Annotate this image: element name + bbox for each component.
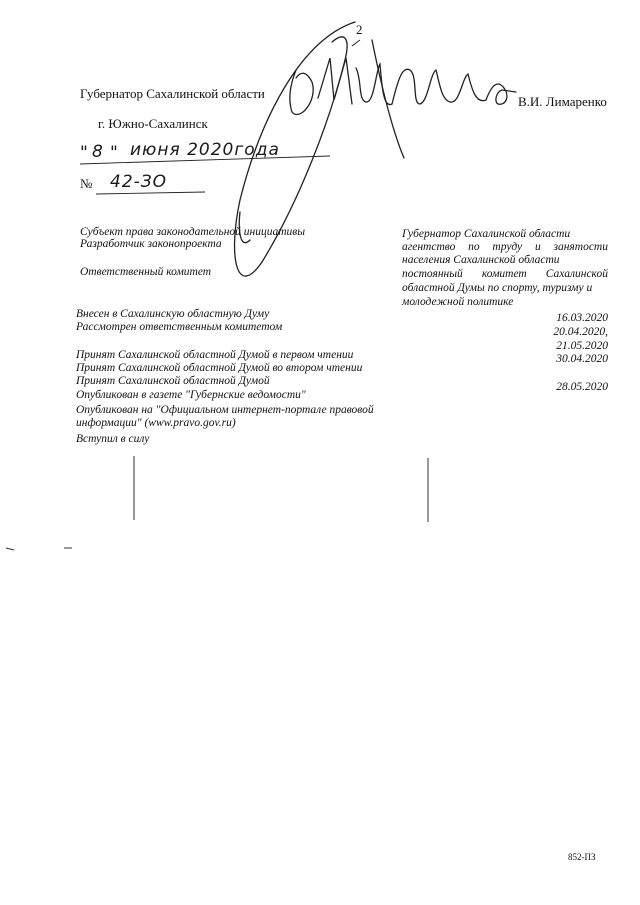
- history-published-newspaper: Опубликован в газете "Губернские ведомости": [76, 389, 306, 401]
- city: г. Южно-Сахалинск: [98, 116, 208, 131]
- history-reviewed: Рассмотрен ответственным комитетом: [76, 321, 283, 333]
- history-portal-url: информации" (www.pravo.gov.ru): [76, 417, 236, 429]
- number-handwritten: 42-ЗО: [110, 172, 168, 192]
- tick-mark: [352, 40, 360, 46]
- date-quote-open: ": [80, 143, 89, 163]
- info-right-line-6: молодежной политике: [402, 296, 514, 308]
- info-right-line-2: агентство по труду и занятости: [402, 241, 608, 253]
- date-first-reading: 30.04.2020: [556, 353, 608, 365]
- scan-speck: [6, 548, 14, 550]
- info-left-initiative: Субъект права законодательной инициативы: [80, 226, 306, 238]
- governor-name: В.И. Лимаренко: [518, 94, 607, 109]
- history-second-reading: Принят Сахалинской областной Думой во втором чтении: [76, 362, 363, 374]
- date-handwritten: июня 2020года: [130, 140, 280, 160]
- history-adopted: Принят Сахалинской областной Думой: [76, 375, 270, 387]
- date-submitted: 16.03.2020: [556, 312, 608, 324]
- number-label: №: [80, 176, 93, 191]
- info-right-line-1: Губернатор Сахалинской области: [402, 228, 571, 240]
- info-left-developer: Разработчик законопроекта: [80, 238, 222, 250]
- number-underline: [96, 192, 205, 194]
- date-adopted: 28.05.2020: [556, 381, 608, 393]
- history-submitted: Внесен в Сахалинскую областную Думу: [76, 308, 270, 320]
- date-quote-close: ": [110, 143, 119, 163]
- info-right-line-5: областной Думы по спорту, туризму и: [402, 282, 593, 294]
- date-reviewed-2: 21.05.2020: [556, 340, 608, 352]
- history-entered-force: Вступил в силу: [76, 433, 150, 445]
- info-right-line-3: населения Сахалинской области: [402, 254, 560, 266]
- info-left-committee: Ответственный комитет: [80, 266, 212, 278]
- history-first-reading: Принят Сахалинской областной Думой в первом чтении: [76, 349, 354, 361]
- date-day: 8: [92, 142, 104, 162]
- footer-code: 852-ПЗ: [568, 852, 596, 862]
- date-reviewed-1: 20.04.2020,: [553, 326, 608, 338]
- governor-title: Губернатор Сахалинской области: [80, 86, 265, 101]
- info-right-line-4: постоянный комитет Сахалинской: [402, 268, 608, 280]
- page-number: 2: [356, 22, 363, 37]
- history-published-portal: Опубликован на "Официальном интернет-портале правовой: [76, 404, 374, 416]
